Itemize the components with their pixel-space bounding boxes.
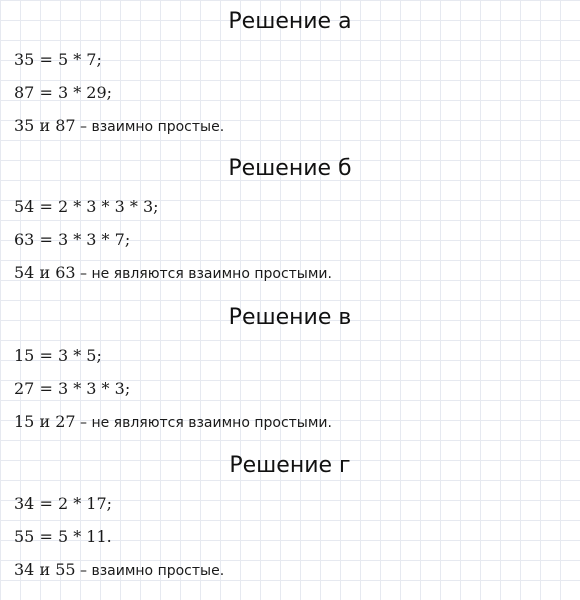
factorization-line: 87 = 3 * 29;	[14, 83, 113, 102]
factorization-line: 63 = 3 * 3 * 7;	[14, 230, 131, 249]
conclusion-dash: –	[75, 266, 92, 282]
conclusion-dash: –	[75, 415, 92, 431]
conclusion-numbers: 35 и 87	[14, 116, 76, 135]
conclusion-numbers: 54 и 63	[14, 263, 76, 282]
conclusion-line	[14, 412, 332, 433]
factorization-line: 34 = 2 * 17;	[14, 494, 113, 513]
conclusion-numbers: 34 и 55	[14, 560, 76, 579]
factorization-line: 15 = 3 * 5;	[14, 346, 102, 365]
conclusion-dash: –	[75, 563, 92, 579]
section-title: Решение в	[228, 305, 352, 330]
solution-section-g	[0, 452, 580, 579]
solution-section-b	[0, 155, 580, 282]
conclusion-text: не являются взаимно простыми.	[91, 266, 332, 282]
conclusion-line	[14, 560, 224, 581]
factorization-line: 35 = 5 * 7;	[14, 50, 102, 69]
section-title: Решение б	[228, 156, 352, 181]
factorization-line: 27 = 3 * 3 * 3;	[14, 379, 131, 398]
section-title: Решение а	[228, 9, 352, 34]
conclusion-dash: –	[75, 119, 92, 135]
conclusion-line	[14, 116, 224, 137]
solution-section-v	[0, 304, 580, 431]
solution-section-a	[0, 8, 580, 135]
section-title: Решение г	[229, 453, 351, 478]
conclusion-text: взаимно простые.	[91, 563, 225, 579]
factorization-line: 54 = 2 * 3 * 3 * 3;	[14, 197, 159, 216]
conclusion-text: не являются взаимно простыми.	[91, 415, 332, 431]
conclusion-text: взаимно простые.	[91, 119, 225, 135]
factorization-line: 55 = 5 * 11.	[14, 527, 112, 546]
conclusion-line	[14, 263, 332, 284]
conclusion-numbers: 15 и 27	[14, 412, 76, 431]
